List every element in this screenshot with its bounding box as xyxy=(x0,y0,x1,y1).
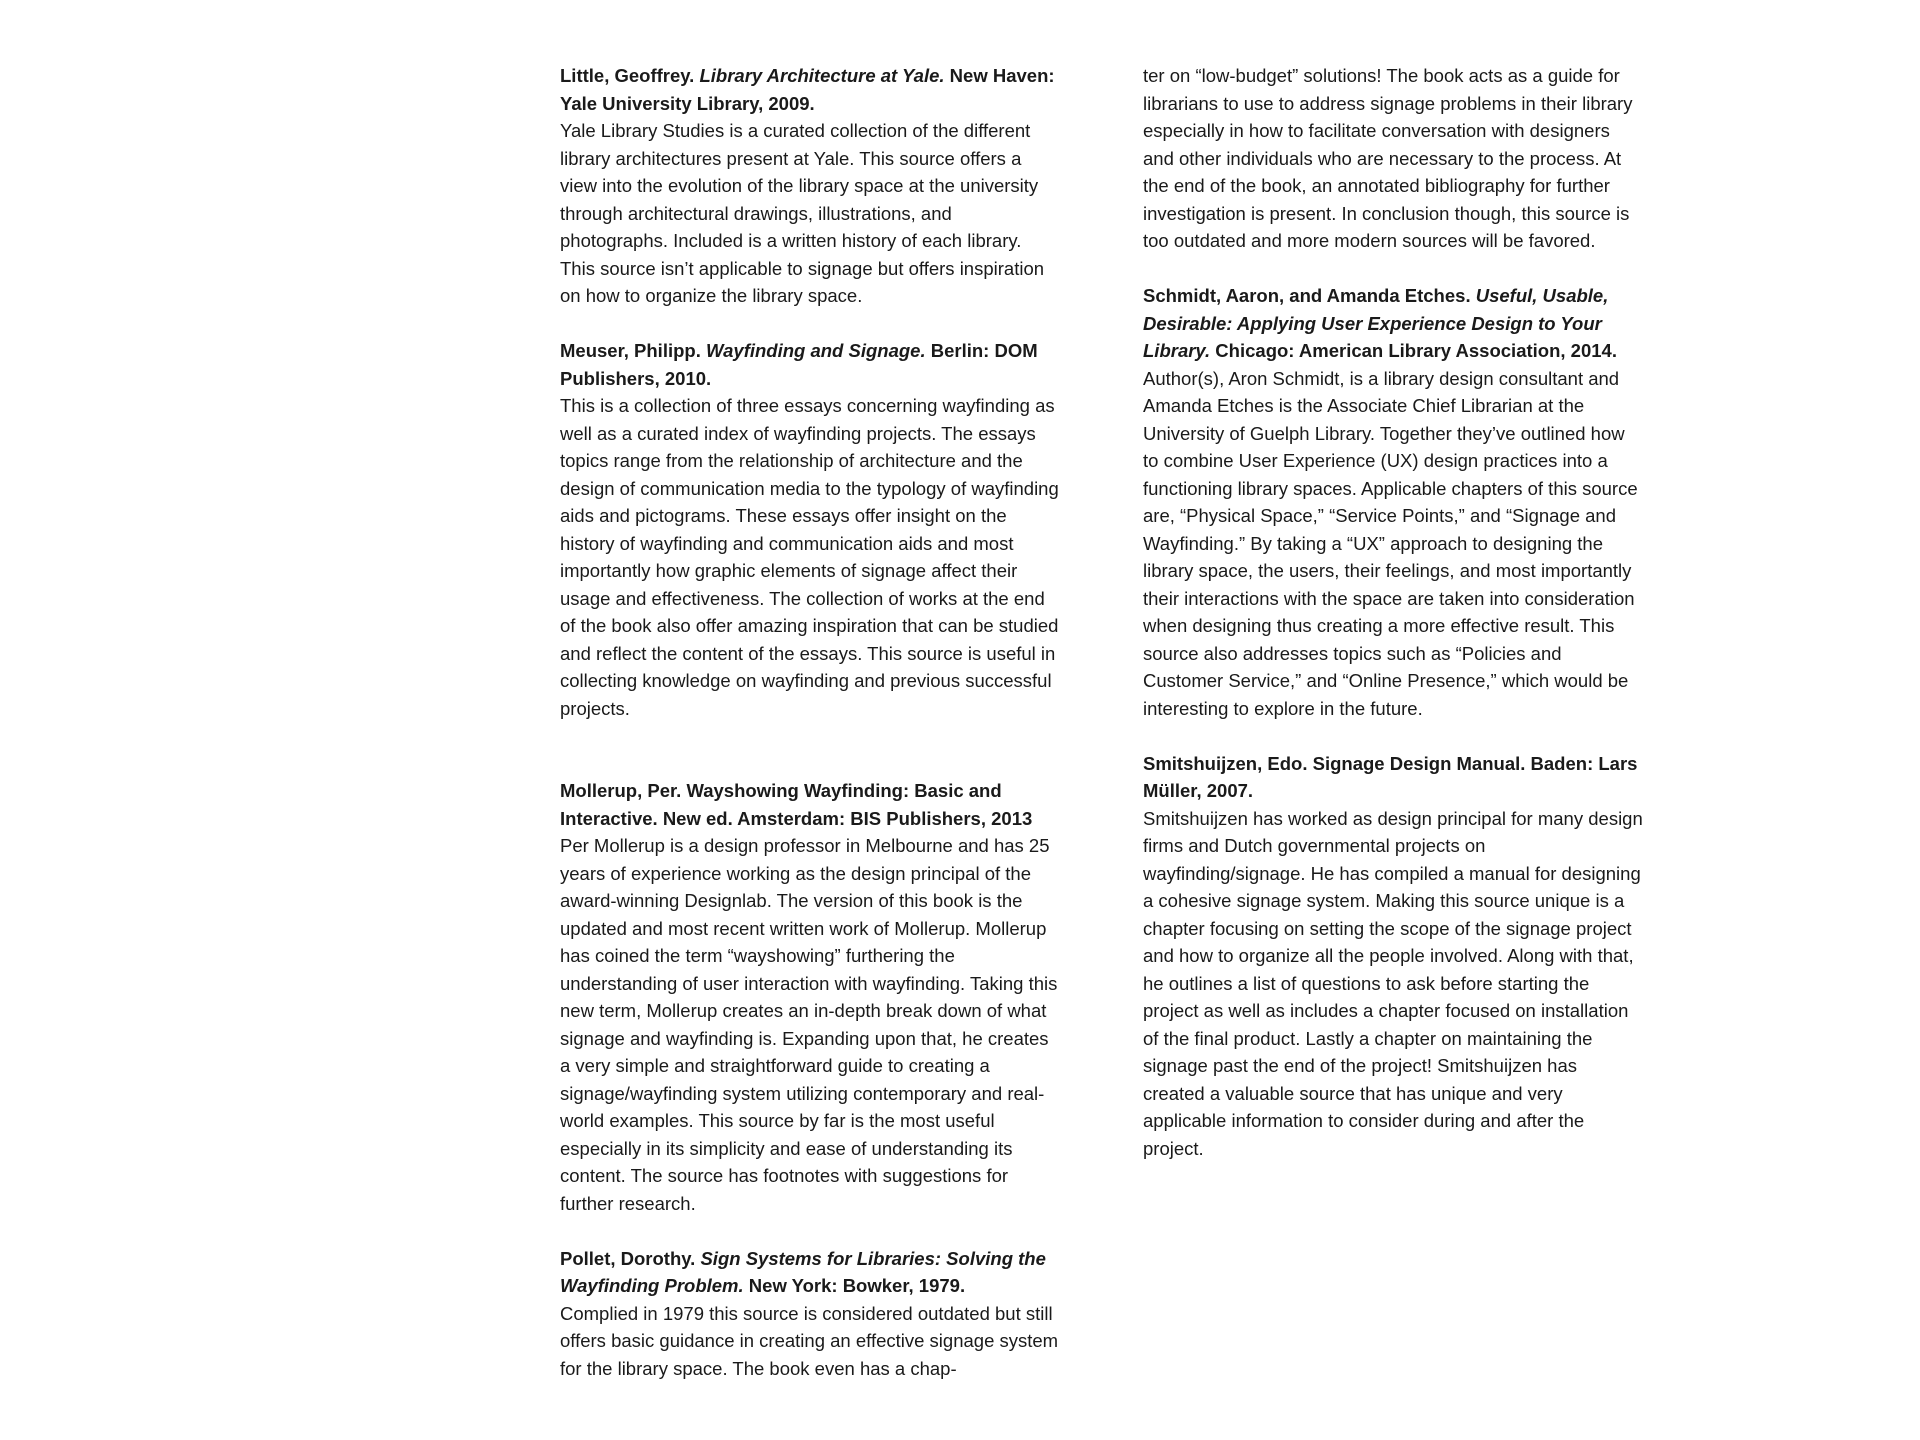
annotation-text: Smitshuijzen has worked as design principal for many design firms and Dutch governmental projects on wayfinding/signage. He has compiled a manual for designing a cohesive signage system. Making this source unique is a chapter focusing on setting the scope of the signage project and how to organize all the people involved. Along with that, he outlines a list of questions to ask before starting the project as well as includes a chapter focused on installation of the final product. Lastly a chapter on maintaining the signage past the end of the project! Smitshuijzen has created a valuable source that has unique and very applicable information to consider during and after the project. xyxy=(1143,807,1643,1159)
citation-publication: Chicago: American Library Association, 2014. xyxy=(1210,340,1617,361)
entry-spacer xyxy=(560,310,1060,338)
annotation-text: Yale Library Studies is a curated collection of the different library architectures present at Yale. This source offers a view into the evolution of the library space at the university through architectural drawings, illustrations, and photographs. Included is a written history of each library. This source isn’t applicable to signage but offers inspiration on how to organize the library space. xyxy=(560,120,1045,306)
right-column xyxy=(1143,62,1643,1162)
citation-title: Useful, Usable, Desirable: Applying User Experience Design to Your Library. xyxy=(1143,285,1609,361)
bibliography-entry-schmidt xyxy=(1143,282,1643,722)
citation-publication: Signage Design Manual. Baden: Lars Müller, 2007. xyxy=(1143,752,1638,801)
citation-author: Smitshuijzen, Edo. xyxy=(1143,752,1313,774)
annotation-text: Complied in 1979 this source is considered outdated but still offers basic guidance in creating an effective signage system for the library space. The book even has a chap- xyxy=(560,1302,1059,1379)
citation-title: Library Architecture at Yale. xyxy=(699,65,945,86)
citation-publication: Berlin: DOM Publishers, 2010. xyxy=(560,340,1038,389)
bibliography-entry-pollet xyxy=(560,1245,1060,1383)
annotation-text: Per Mollerup is a design professor in Melbourne and has 25 years of experience working as the design principal of the award-winning Designlab. The version of this book is the updated and most recent written work of Mollerup. Mollerup has coined the term “wayshowing” furthering the understanding of user interaction with wayfinding. Taking this new term, Mollerup creates an in-depth break down of what signage and wayfinding is. Expanding upon that, he creates a very simple and straightforward guide to creating a signage/wayfinding system utilizing contemporary and real-world examples. This source by far is the most useful especially in its simplicity and ease of understanding its content. The source has footnotes with suggestions for further research. xyxy=(560,835,1058,1214)
citation-title: Wayfinding and Signage. xyxy=(705,340,926,361)
citation xyxy=(560,1245,1060,1300)
citation xyxy=(1143,282,1643,365)
citation xyxy=(560,337,1060,392)
entry-spacer xyxy=(560,1217,1060,1245)
citation-publication: New York: Bowker, 1979. xyxy=(743,1275,966,1296)
bibliography-entry-meuser xyxy=(560,337,1060,722)
citation-author: Pollet, Dorothy. xyxy=(560,1247,701,1269)
citation-author: Little, Geoffrey. xyxy=(560,65,700,86)
citation-publication: Wayshowing Wayfinding: Basic and Interactive. New ed. Amsterdam: BIS Publishers, 2013 xyxy=(560,780,1033,829)
annotation-text: This is a collection of three essays concerning wayfinding as well as a curated index of wayfinding projects. The essays topics range from the relationship of architecture and the design of communication media to the typology of wayfinding aids and pictograms. These essays offer insight on the history of wayfinding and communication aids and most importantly how graphic elements of signage affect their usage and effectiveness. The collection of works at the end of the book also offer amazing inspiration that can be studied and reflect the content of the essays. This source is useful in collecting knowledge on wayfinding and previous successful projects. xyxy=(560,395,1059,719)
bibliography-entry-mollerup xyxy=(560,777,1060,1217)
citation xyxy=(560,777,1060,832)
entry-spacer xyxy=(1143,255,1643,283)
citation-author: Schmidt, Aaron, and Amanda Etches. xyxy=(1143,285,1476,306)
bibliography-entry-smitshuijzen xyxy=(1143,750,1643,1163)
entry-spacer xyxy=(560,722,1060,777)
bibliography-entry-little xyxy=(560,62,1060,310)
annotation-text: Author(s), Aron Schmidt, is a library design consultant and Amanda Etches is the Associate Chief Librarian at the University of Guelph Library. Together they’ve outlined how to combine User Experience (UX) design practices into a functioning library spaces. Applicable chapters of this source are, “Physical Space,” “Service Points,” and “Signage and Wayfinding.” By taking a “UX” approach to designing the library space, the users, their feelings, and most importantly their interactions with the space are taken into consideration when designing thus creating a more effective result. This source also addresses topics such as “Policies and Customer Service,” and “Online Presence,” which would be interesting to explore in the future. xyxy=(1143,367,1638,719)
continued-annotation-text: ter on “low-budget” solutions! The book acts as a guide for librarians to use to address signage problems in their library especially in how to facilitate conversation with designers and other individuals who are necessary to the process. At the end of the book, an annotated bibliography for further investigation is present. In conclusion though, this source is too outdated and more modern sources will be favored. xyxy=(1143,65,1633,251)
citation xyxy=(1143,750,1643,805)
citation xyxy=(560,62,1060,117)
left-column xyxy=(560,62,1060,1382)
citation-title: Sign Systems for Libraries: Solving the Wayfinding Problem. xyxy=(560,1247,1046,1296)
entry-spacer xyxy=(1143,722,1643,750)
citation-author: Mollerup, Per. xyxy=(560,780,687,801)
citation-publication: New Haven: Yale University Library, 2009. xyxy=(560,65,1055,114)
citation-author: Meuser, Philipp. xyxy=(560,340,706,361)
